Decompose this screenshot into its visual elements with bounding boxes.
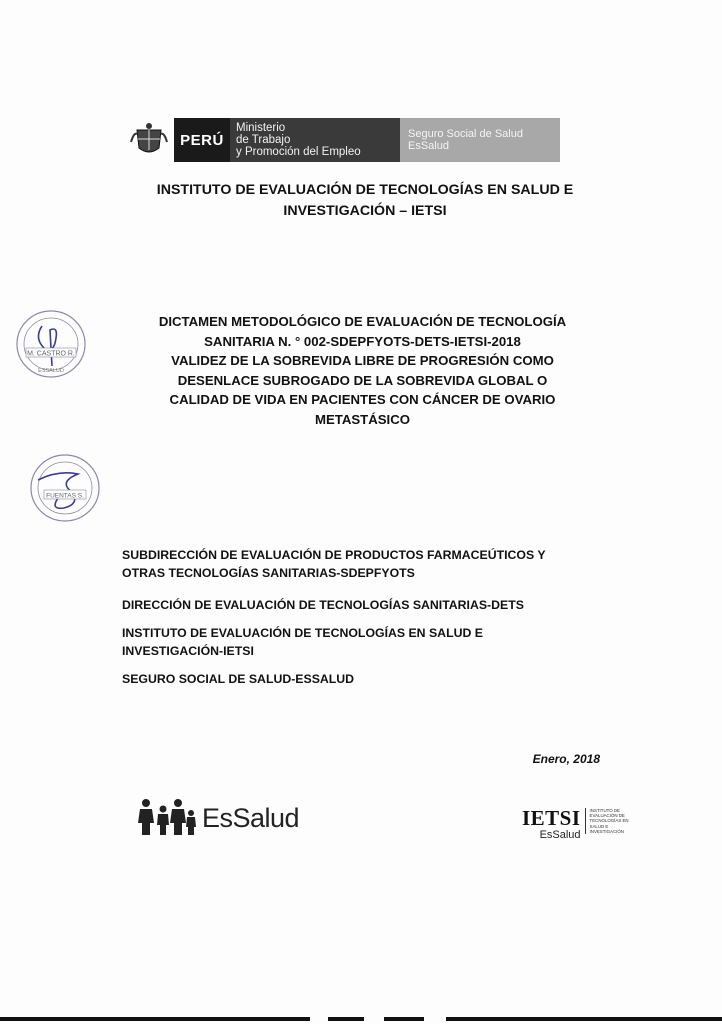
- ietsi-desc-line: TECNOLOGÍAS EN: [589, 818, 629, 824]
- dictamen-line: SANITARIA N. ° 002-SDEPFYOTS-DETS-IETSI-2018: [204, 333, 521, 349]
- stamp2-name: FUENTAS S.: [46, 492, 84, 500]
- essalud-footer-logo: [136, 797, 299, 839]
- family-figures-icon: [136, 797, 198, 839]
- ietsi-desc-line: INVESTIGACIÓN: [589, 828, 624, 834]
- dictamen-title: [120, 312, 605, 429]
- office-subdireccion: [122, 546, 622, 582]
- peru-coat-of-arms-icon: [124, 118, 174, 162]
- ietsi-desc-line: SALUD E: [589, 823, 609, 829]
- dictamen-line: DICTAMEN METODOLÓGICO DE EVALUACIÓN DE TECNOLOGÍA: [158, 314, 567, 329]
- dictamen-line: CALIDAD DE VIDA EN PACIENTES CON CÁNCER DE OVARIO: [169, 392, 556, 407]
- stamp1-org: ESSALUD: [38, 368, 64, 374]
- ietsi-description: [585, 808, 634, 834]
- office-direccion: DIRECCIÓN DE EVALUACIÓN DE TECNOLOGÍAS SANITARIAS-DETS: [122, 598, 524, 612]
- ministry-line: Ministerio: [236, 122, 286, 134]
- peru-label: PERÚ: [174, 118, 230, 162]
- scan-edge-line: [0, 1017, 310, 1021]
- ietsi-footer-logo: [522, 808, 634, 841]
- ietsi-desc-line: INSTITUTO DE: [589, 808, 620, 813]
- ministry-label: [230, 118, 400, 162]
- ministry-line: y Promoción del Empleo: [236, 146, 361, 158]
- ministry-line: de Trabajo: [236, 134, 291, 146]
- essalud-header-line: Seguro Social de Salud: [408, 128, 523, 140]
- office-line: OTRAS TECNOLOGÍAS SANITARIAS-SDEPFYOTS: [122, 566, 415, 580]
- ietsi-desc-line: EVALUACIÓN DE: [589, 813, 625, 819]
- stamp1-name: M. CASTRO R.: [27, 350, 75, 358]
- institute-title: [100, 180, 630, 222]
- header-logo-bar: [124, 118, 560, 162]
- office-instituto: [122, 624, 622, 660]
- dictamen-line: DESENLACE SUBROGADO DE LA SOBREVIDA GLOBAL O: [177, 372, 548, 388]
- essalud-header-label: [400, 118, 560, 162]
- office-seguro: SEGURO SOCIAL DE SALUD-ESSALUD: [122, 672, 355, 686]
- document-date: Enero, 2018: [532, 752, 600, 766]
- dictamen-line: VALIDEZ DE LA SOBREVIDA LIBRE DE PROGRESIÓN COMO: [171, 353, 554, 368]
- scan-edge-line: [384, 1017, 424, 1021]
- official-stamp-2: [28, 452, 102, 529]
- ietsi-wordmark: IETSI: [522, 806, 581, 830]
- office-line: INVESTIGACIÓN-IETSI: [122, 644, 254, 658]
- essalud-wordmark: EsSalud: [202, 802, 300, 833]
- office-line: INSTITUTO DE EVALUACIÓN DE TECNOLOGÍAS EN SALUD E: [122, 626, 483, 640]
- essalud-header-line: EsSalud: [408, 140, 449, 152]
- scan-edge-line: [446, 1017, 722, 1021]
- office-line: SUBDIRECCIÓN DE EVALUACIÓN DE PRODUCTOS FARMACEÚTICOS Y: [122, 548, 546, 562]
- institute-title-line: INVESTIGACIÓN – IETSI: [283, 203, 447, 219]
- ietsi-essalud-sub: EsSalud: [539, 829, 581, 841]
- scan-edge-line: [328, 1017, 364, 1021]
- official-stamp-1: [14, 308, 88, 385]
- dictamen-line: METASTÁSICO: [315, 411, 410, 427]
- institute-title-line: INSTITUTO DE EVALUACIÓN DE TECNOLOGÍAS EN SALUD E: [156, 182, 574, 198]
